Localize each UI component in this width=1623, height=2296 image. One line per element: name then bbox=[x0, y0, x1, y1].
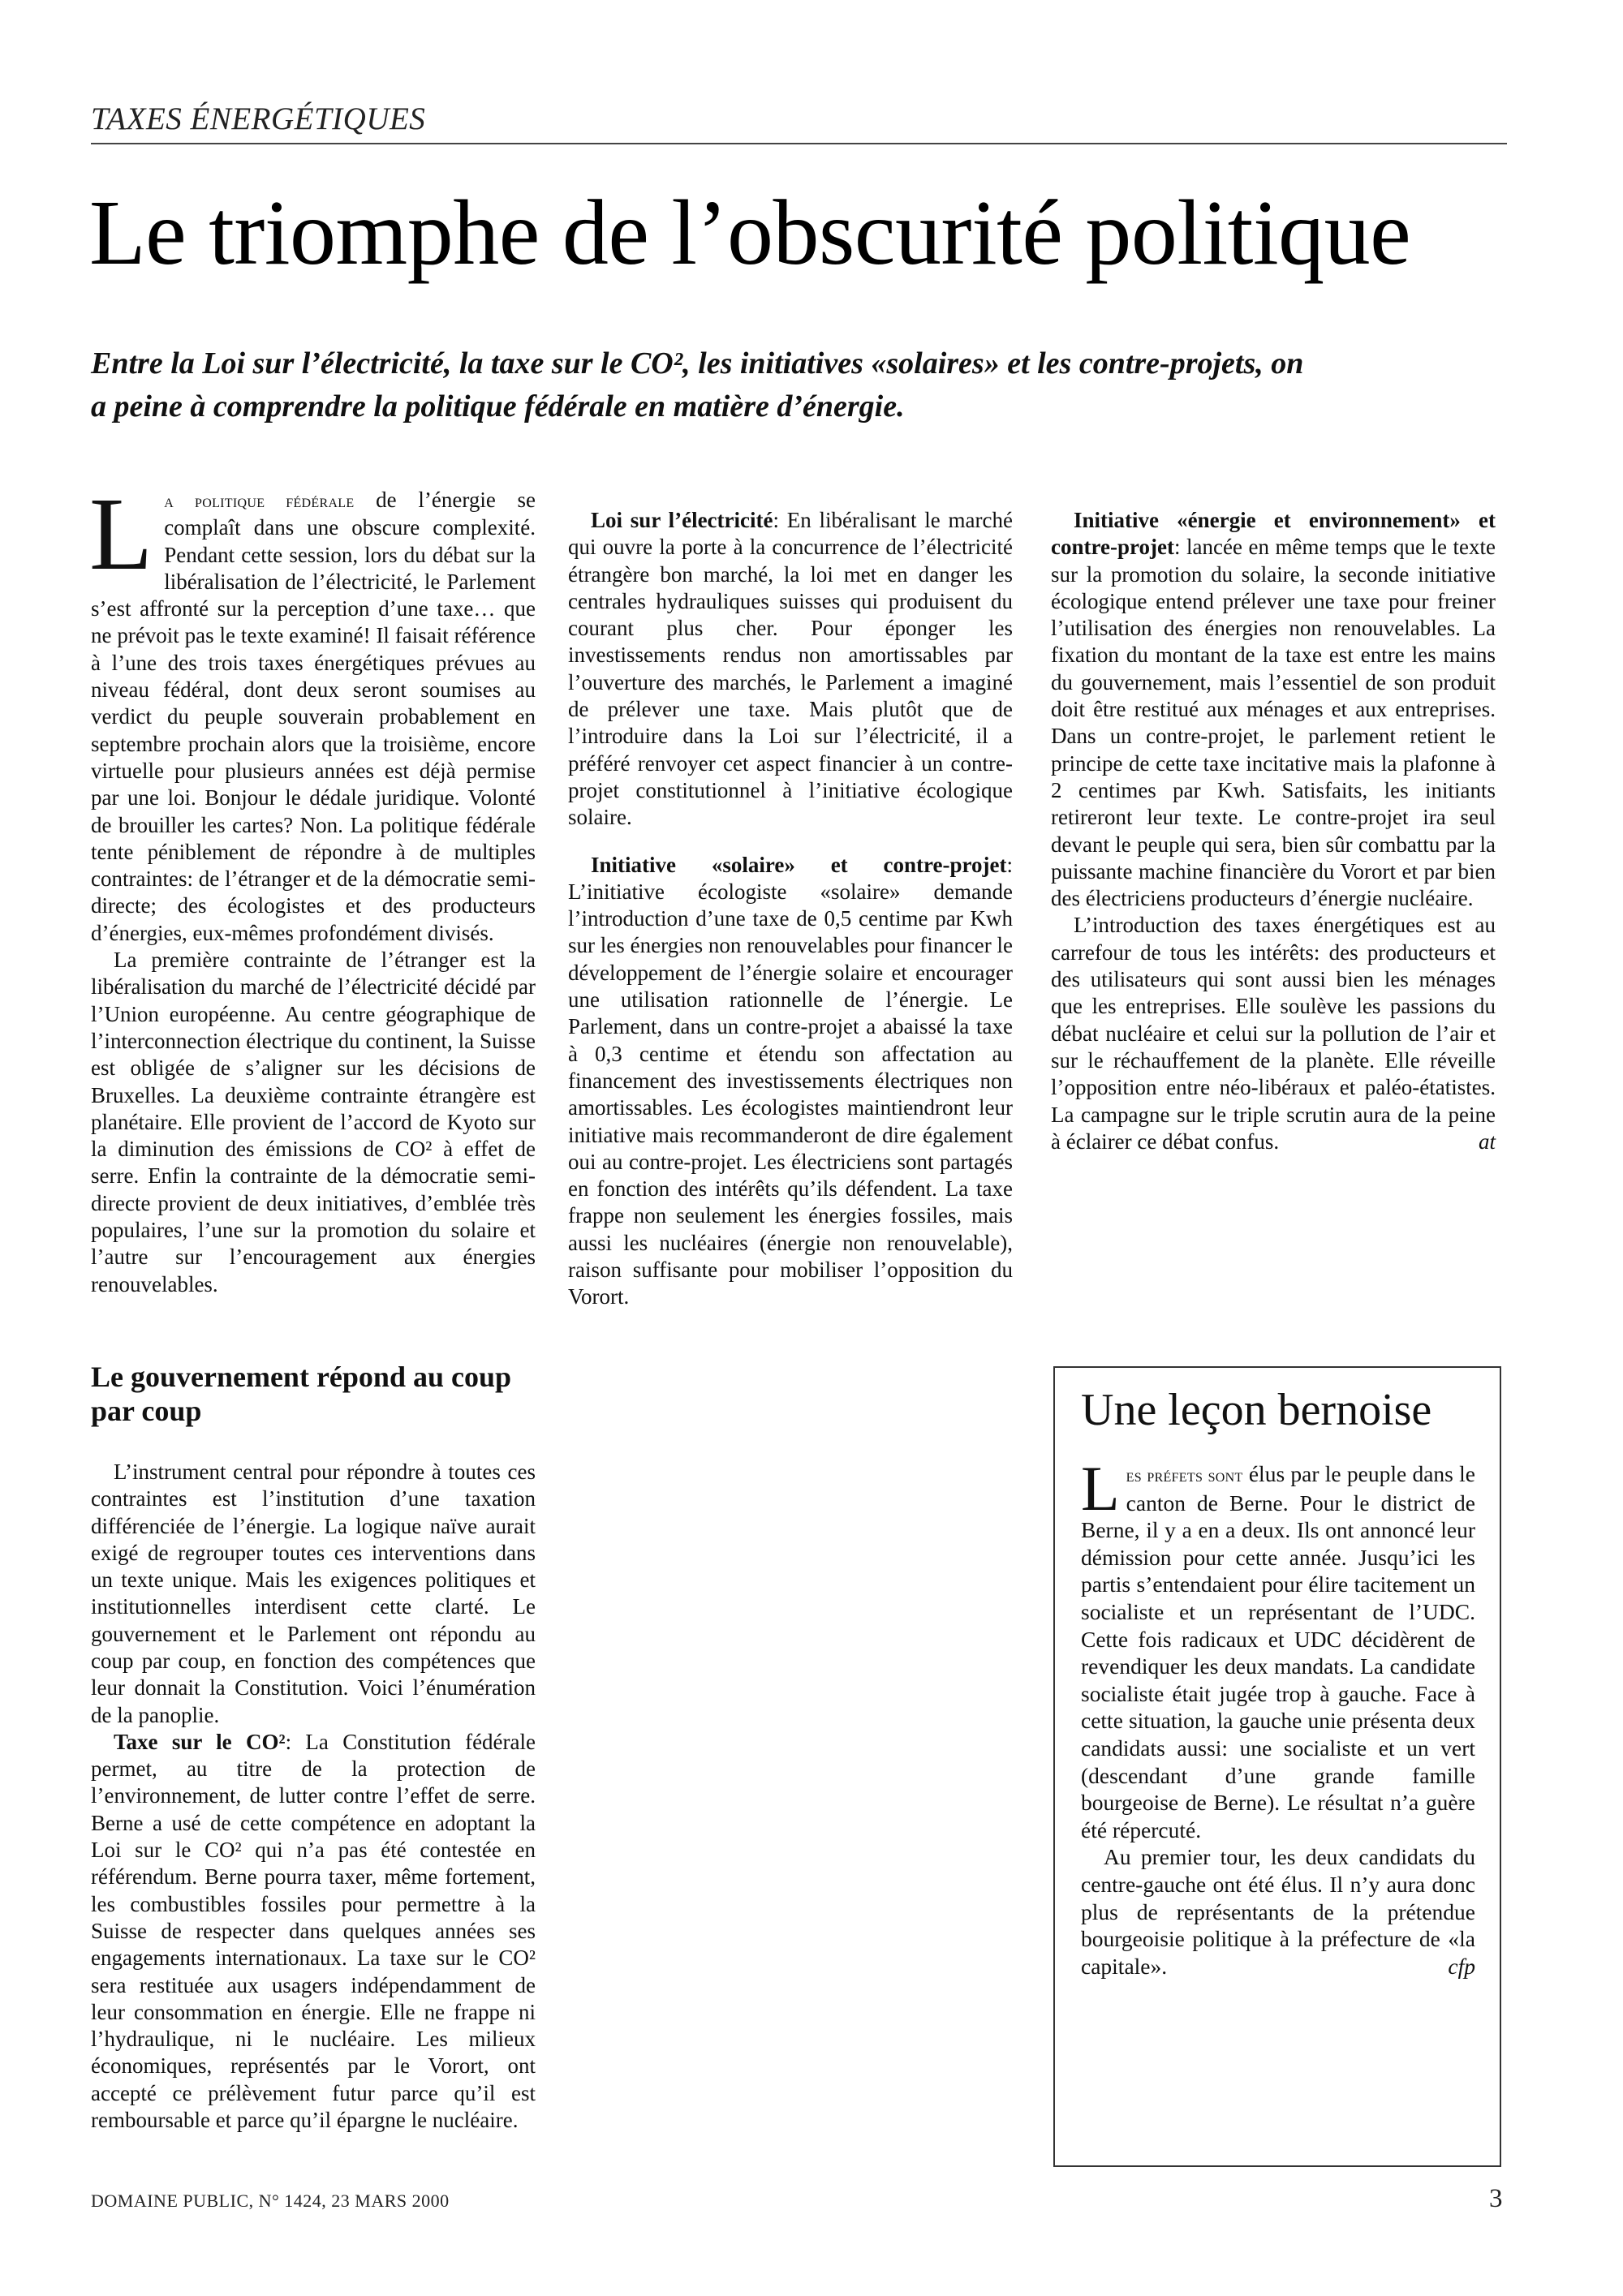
label-loi-electricite: Loi sur l’électricité bbox=[591, 508, 773, 532]
paragraph-4-start bbox=[91, 1729, 536, 2134]
sidebar-paragraph-1 bbox=[1081, 1453, 1475, 1843]
paragraph-4-text: : La Constitution fédérale permet, au titre de la protection de l’environnement, de lutter contre l’effet de serre. Berne a usé de cette compétence en adoptant la Loi sur le CO² qui n’a pas été contestée en référendum. Berne pourra taxer, même fortement, les combustibles fossiles pour permettre à la Suisse de respecter dans quelques années ses engagements internationaux. La taxe sur le CO² sera restituée aux usagers indépendamment de leur consommation en énergie. Elle ne frappe ni l’hydraulique, ni le nucléaire. Les milieux économiques, représentés par le Vorort, ont accepté ce prélèvement futur parce qu’il est remboursable et parce qu’il épargne le nucléaire. bbox=[91, 1729, 536, 2133]
sidebar-drop-cap: L bbox=[1081, 1453, 1120, 1524]
paragraph-7 bbox=[1051, 507, 1496, 912]
top-rule bbox=[91, 143, 1507, 144]
drop-cap: L bbox=[89, 476, 153, 591]
label-initiative-solaire: Initiative «solaire» et contre-projet bbox=[591, 852, 1007, 877]
sidebar-paragraph-2 bbox=[1081, 1843, 1475, 1980]
paragraph-6-text: : L’initiative écologiste «solaire» demande l’introduction d’une taxe de 0,5 centime par Kwh sur les énergies non renouvelables pour financer le développement de l’énergie solaire et encourager une utilisation rationnelle de l’énergie. Le Parlement, dans un contre-projet a abaissé la taxe à 0,3 centime et étendu son affectation au financement des investissements électriques non amortissables. Les écologistes maintiendront leur initiative mais recommanderont de dire également oui au contre-projet. Les électriciens sont partagés en fonction des intérêts qu’ils défendent. La taxe frappe non seulement les énergies fossiles, mais aussi les nucléaires (énergie non renouvelable), raison suffisante pour mobiliser l’opposition du Vorort. bbox=[568, 852, 1013, 1309]
sidebar-signature: cfp bbox=[1448, 1953, 1475, 1979]
article-column-3 bbox=[1051, 487, 1496, 1155]
sidebar-box bbox=[1053, 1366, 1501, 2167]
paragraph-7-text: : lancée en même temps que le texte sur la promotion du solaire, la seconde initiative écologique entend prélever une taxe pour freiner l’utilisation des énergies non renouvelables. La fixation du montant de la taxe est entre les mains du gouvernement, mais l’essentiel de son produit doit être restitué aux ménages et aux entreprises. Dans un contre-projet, le parlement retient le principe de cette taxe incitative mais la plafonne à 2 centimes par Kwh. Satisfaits, les initiants retireront leur texte. Le contre-projet ira seul devant le peuple qui sera, bien sûr combattu par la puissante machine financière du Vorort et par bien des électriciens producteurs d’énergie nucléaire. bbox=[1051, 535, 1496, 911]
sidebar-intro-smallcaps: es préfets sont bbox=[1126, 1465, 1243, 1486]
article-column-2 bbox=[568, 487, 1013, 1311]
page-number: 3 bbox=[1489, 2184, 1503, 2213]
article-subheading: Le gouvernement répond au coup par coup bbox=[91, 1360, 512, 1427]
sidebar-title: Une leçon bernoise bbox=[1081, 1385, 1432, 1435]
paragraph-8-text: L’introduction des taxes énergétiques est au carrefour de tous les intérêts: des producteurs et des utilisateurs qui sont aussi bien les ménages que les entreprises. Elle soulève les passions du débat nucléaire et celui sur la pollution de l’air et sur le réchauffement de la planète. Elle réveille l’opposition entre néo-libéraux et paléo-étatistes. La campagne sur le triple scrutin aura de la peine à éclairer ce débat confus. bbox=[1051, 913, 1496, 1154]
intro-smallcaps: a politique fédérale bbox=[164, 491, 355, 511]
article-lead: Entre la Loi sur l’électricité, la taxe sur le CO², les initiatives «solaires» et les contre-projets, on a peine à comprendre la politique fédérale en matière d’énergie. bbox=[91, 346, 1304, 424]
paragraph-8 bbox=[1051, 912, 1496, 1155]
sidebar-body bbox=[1081, 1453, 1475, 1980]
paragraph-3: L’instrument central pour répondre à toutes ces contraintes est l’institution d’une taxation différenciée de l’énergie. La logique naïve aurait exigé de regrouper toutes ces interventions dans un texte unique. Mais les exigences politiques et institutionnelles interdisent cette clarté. Le gouvernement et le Parlement ont répondu au coup par coup, en fonction des compétences que leur donnait la Constitution. Voici l’énumération de la panoplie. bbox=[91, 1459, 536, 1727]
sidebar-paragraph-2-text: Au premier tour, les deux candidats du centre-gauche ont été élus. Il n’y aura donc plus de représentants de la prétendue bourgeoisie politique à la préfecture de «la capitale». bbox=[1081, 1844, 1475, 1979]
article-title: Le triomphe de l’obscurité politique bbox=[89, 181, 1411, 284]
label-initiative-energie: Initiative «énergie et environnement» et contre-projet bbox=[1051, 508, 1496, 560]
paragraph-5-text: : En libéralisant le marché qui ouvre la porte à la concurrence de l’électricité étrangère bon marché, la loi met en danger les centrales hydrauliques suisses qui produisent du courant plus cher. Pour éponger les investissements rendus non amortissables par l’ouverture des marchés, le Parlement a imaginé de prélever une taxe. Mais plutôt que de l’introduire dans la Loi sur l’électricité, il a préféré renvoyer cet aspect financier à un contre-projet constitutionnel à l’initiative écologique solaire. bbox=[568, 508, 1013, 830]
sidebar-paragraph-1-text: élus par le peuple dans le canton de Berne. Pour le district de Berne, il y a en a deux. Ils ont annoncé leur démission pour cette année. Jusqu’ici les partis s’entendaient pour élire tacitement un socialiste et un représentant de l’UDC. Cette fois radicaux et UDC décidèrent de revendiquer les deux mandats. La candidate socialiste était jugée trop à gauche. Face à cette situation, la gauche unie présenta deux candidats aussi: une socialiste et un vert (descendant d’une grande famille bourgeoise de Berne). Le résultat n’a guère été répercuté. bbox=[1081, 1461, 1475, 1842]
label-taxe-co2: Taxe sur le CO² bbox=[114, 1729, 286, 1754]
article-column-1 bbox=[89, 476, 536, 2134]
footer-publication: DOMAINE PUBLIC, N° 1424, 23 MARS 2000 bbox=[91, 2191, 450, 2211]
paragraph-5 bbox=[568, 507, 1013, 832]
article-signature: at bbox=[1478, 1129, 1496, 1154]
paragraph-6 bbox=[568, 852, 1013, 1311]
paragraph-1-text: de l’énergie se complaît dans une obscure complexité. Pendant cette session, lors du débat sur la libéralisation de l’électricité, le Parlement s’est affronté sur la perception d’une taxe… que ne prévoit pas le texte examiné! Il faisait référence à l’une des trois taxes énergétiques prévues au niveau fédéral, dont deux seront soumises au verdict du peuple souverain probablement en septembre prochain alors que la troisième, encore virtuelle pour plusieurs années est déjà permise par une loi. Bonjour le dédale juridique. Volonté de brouiller les cartes? Non. La politique fédérale tente péniblement de répondre à de multiples contraintes: de l’étranger et de la démocratie semi-directe; des écologistes et des producteurs d’énergies, eux-mêmes profondément divisés. bbox=[91, 488, 536, 945]
section-heading: TAXES ÉNERGÉTIQUES bbox=[91, 101, 426, 136]
paragraph-2: La première contrainte de l’étranger est la libéralisation du marché de l’électricité décidé par l’Union européenne. Au centre géographique de l’interconnection électrique du continent, la Suisse est obligée de s’aligner sur les décisions de Bruxelles. La deuxième contrainte étrangère est planétaire. Elle provient de l’accord de Kyoto sur la diminution des émissions de CO² à effet de serre. Enfin la contrainte de la démocratie semi-directe provient de deux initiatives, d’emblée très populaires, l’une sur la promotion du solaire et l’autre sur l’encouragement aux énergies renouvelables. bbox=[91, 948, 536, 1296]
paragraph-intro bbox=[89, 476, 536, 947]
